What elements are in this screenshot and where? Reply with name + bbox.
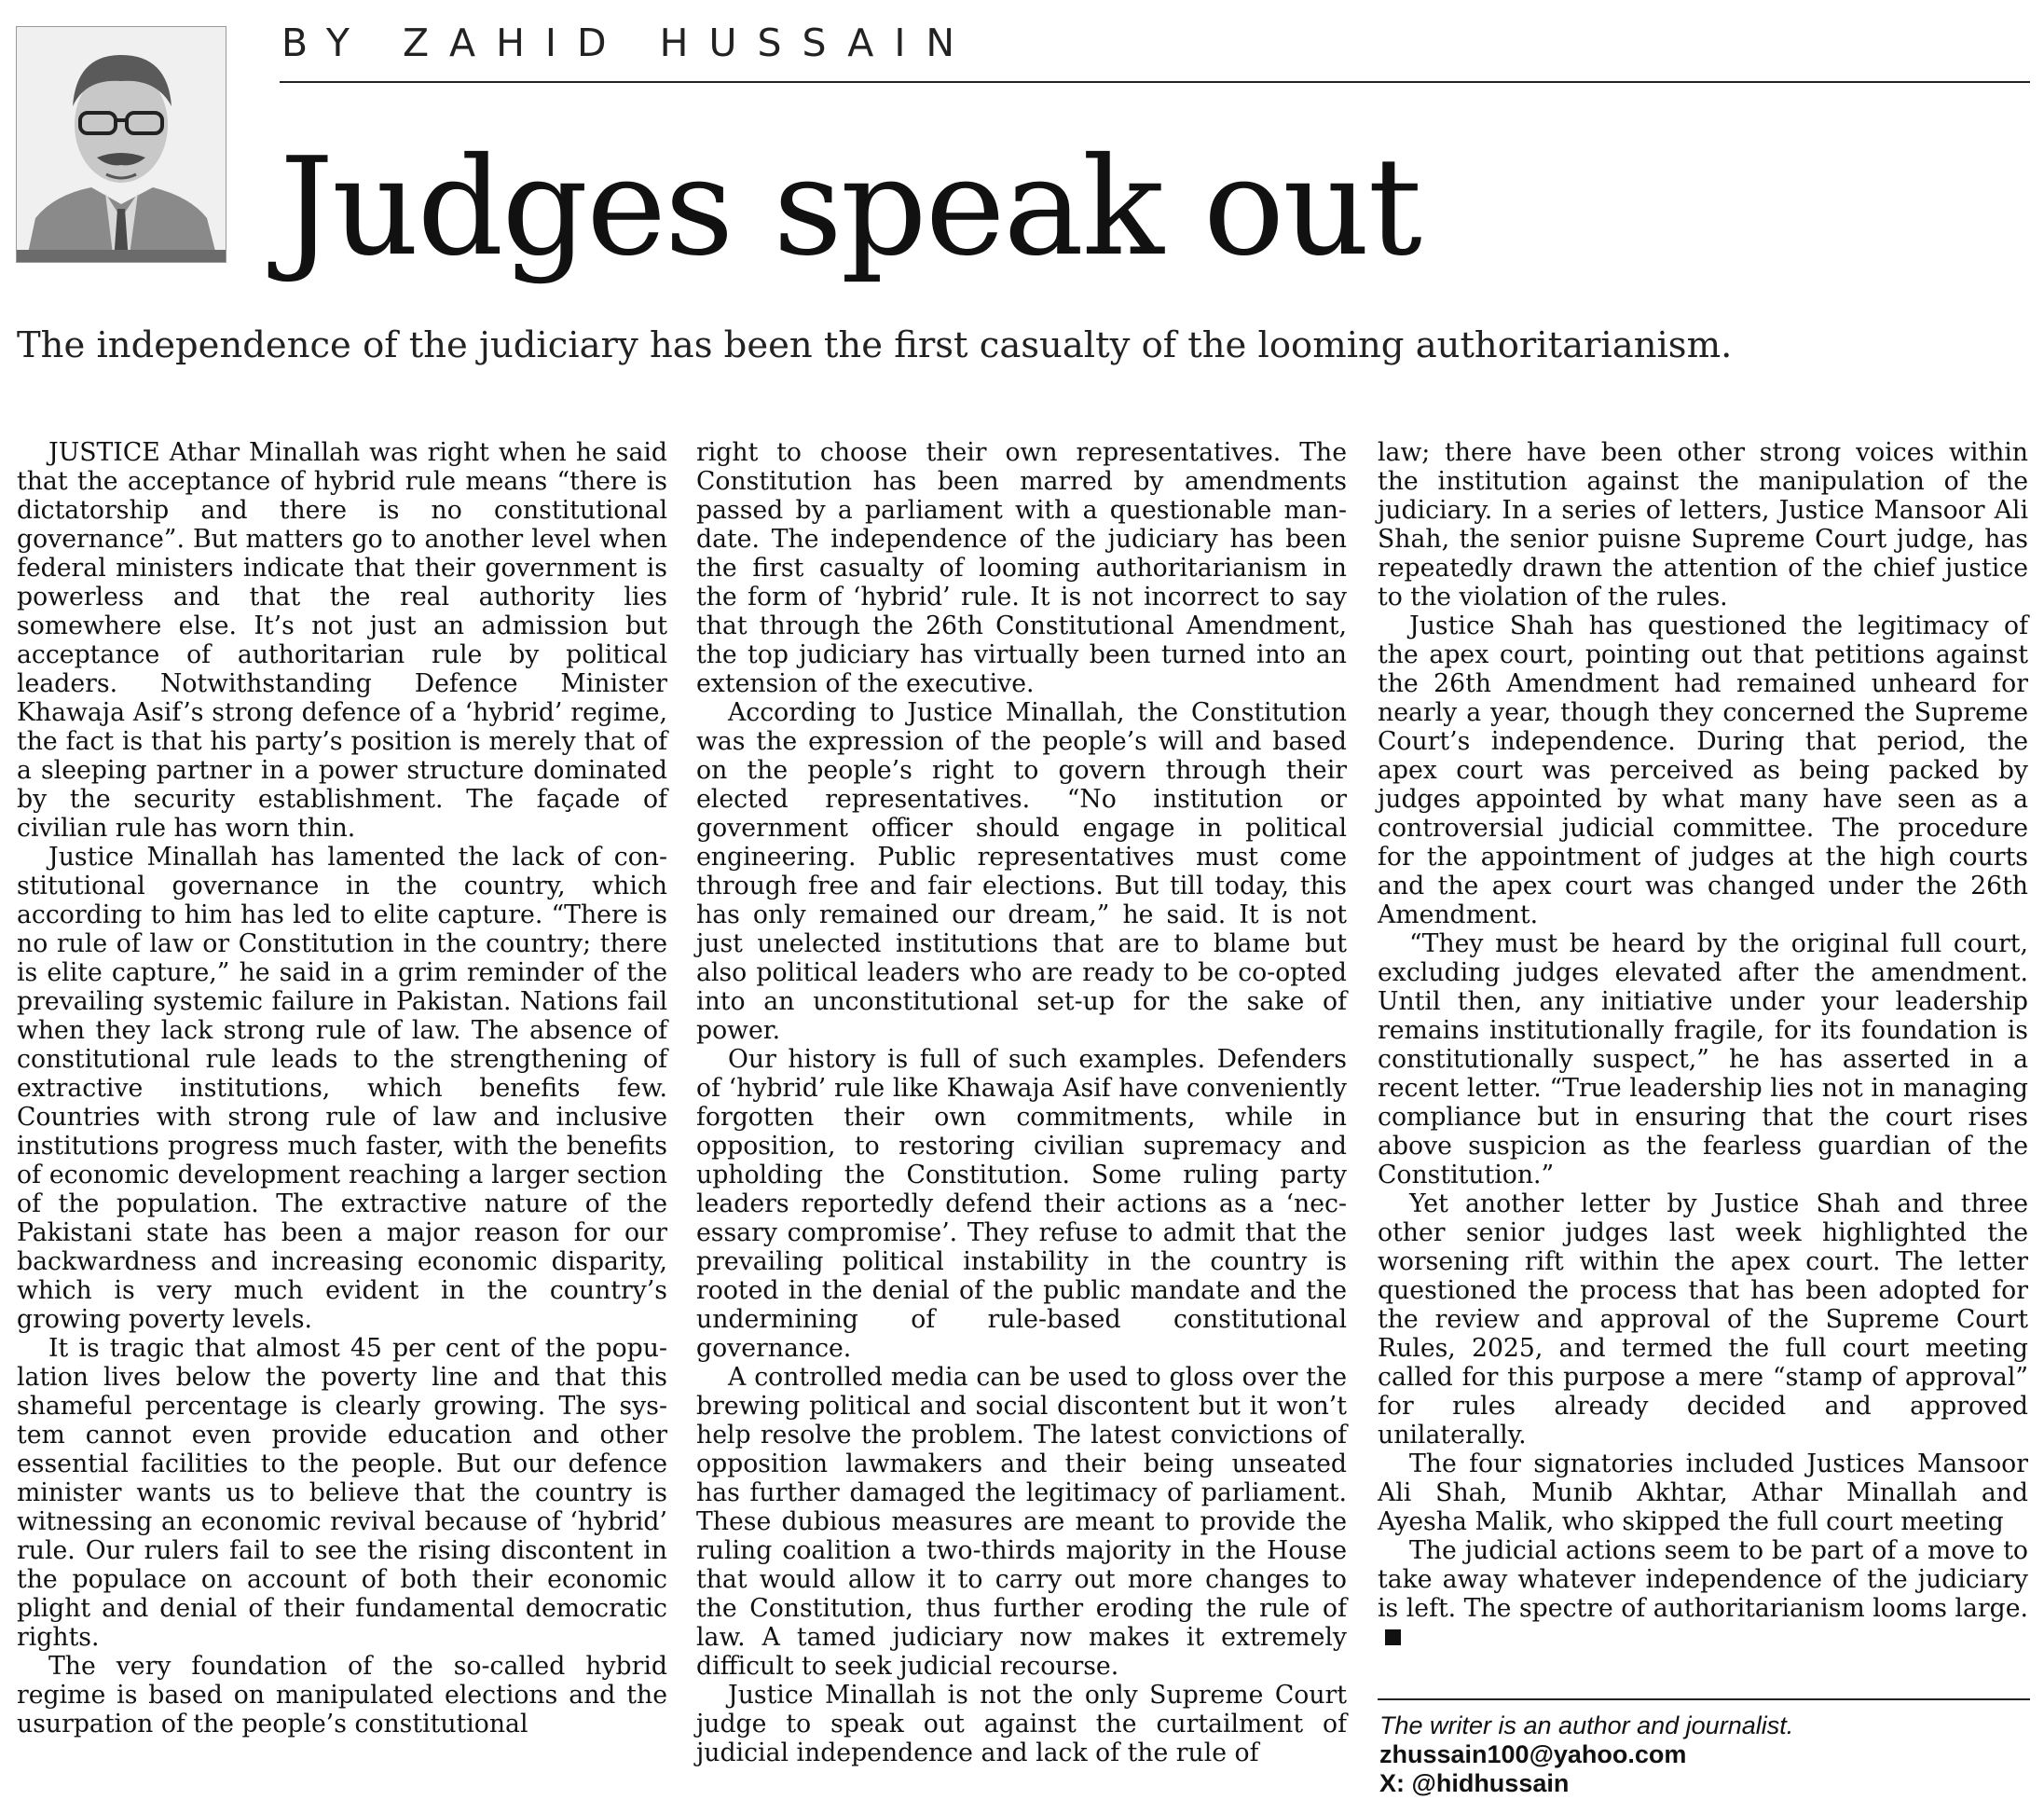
byline: BY ZAHID HUSSAIN xyxy=(281,21,976,65)
paragraph: It is tragic that almost 45 per cent of the population lives below the poverty line and that this shameful percentage is clearly growing. The system cannot even provide education and other essential facilities to the people. But our defence minister wants us to believe that the country is witnessing an economic revival because of ‘hybrid’ rule. Our rulers fail to see the rising discontent in the populace on account of both their economic plight and denial of their fundamental democratic rights. xyxy=(17,1334,667,1652)
paragraph: right to choose their own representatives. The Constitution has been marred by amendments passed by a parliament with a questionable mandate. The independence of the judiciary has been the first casualty of looming authoritarianism in the form of ‘hybrid’ rule. It is not incorrect to say that through the 26th Constitutional Amendment, the top judiciary has virtually been turned into an extension of the executive. xyxy=(696,438,1347,698)
paragraph: Yet another letter by Justice Shah and three other senior judges last week highlighted the worsening rift within the apex court. The letter questioned the process that has been adopted for the review and approval of the Supreme Court Rules, 2025, and termed the full court meeting called for this purpose a mere “stamp of approval” for rules already decided and approved unilaterally. xyxy=(1378,1189,2028,1450)
paragraph: Justice Minallah has lamented the lack of constitutional governance in the country, which according to him has led to elite capture. “There is no rule of law or Constitution in the country; there is elite capture,” he said in a grim reminder of the prevailing systemic failure in Pakistan. Nations fail when they lack strong rule of law. The absence of constitutional rule leads to the strengthening of extractive institutions, which benefits few. Countries with strong rule of law and inclusive institutions progress much faster, with the benefits of economic development reaching a larger section of the population. The extractive nature of the Pakistani state has been a major reason for our backwardness and increasing economic disparity, which is very much evident in the country’s growing poverty levels. xyxy=(17,843,667,1334)
paragraph: Our history is full of such examples. Defenders of ‘hybrid’ rule like Khawaja Asif have conveniently forgotten their own commitments, while in opposition, to restoring civilian supremacy and upholding the Constitution. Some ruling party leaders reportedly defend their actions as a ‘necessary compromise’. They refuse to admit that the prevailing political instability in the country is rooted in the denial of the public mandate and the undermining of rule-based constitutional governance. xyxy=(696,1045,1347,1363)
end-mark-icon xyxy=(1385,1629,1401,1645)
author-portrait xyxy=(16,26,226,263)
paragraph-last xyxy=(1378,1536,2028,1652)
paragraph: JUSTICE Athar Minallah was right when he said that the acceptance of hybrid rule means “there is dictatorship and there is no constitutional governance”. But matters go to another level when federal ministers indicate that their government is powerless and that the real authority lies somewhere else. It’s not just an admission but acceptance of authoritarian rule by political leaders. Notwithstanding Defence Minister Khawaja Asif’s strong defence of a ‘hybrid’ regime, the fact is that his party’s position is merely that of a sleeping partner in a power structure dominated by the security establishment. The façade of civilian rule has worn thin. xyxy=(17,438,667,843)
standfirst: The independence of the judiciary has been the first casualty of the looming authoritarianism. xyxy=(17,324,1733,366)
paragraph: A controlled media can be used to gloss over the brewing political and social discontent but it won’t help resolve the problem. The latest convictions of opposition lawmakers and their being unseated has further damaged the legitimacy of parliament. These dubious measures are meant to provide the ruling coalition a two-thirds majority in the House that would allow it to carry out more changes to the Constitution, thus further eroding the rule of law. A tamed judiciary now makes it extremely difficult to seek judicial recourse. xyxy=(696,1363,1347,1681)
author-note-rule xyxy=(1378,1698,2030,1700)
paragraph: law; there have been other strong voices within the institution against the manipulation of the judiciary. In a series of letters, Justice Mansoor Ali Shah, the senior puisne Supreme Court judge, has repeatedly drawn the attention of the chief justice to the violation of the rules. xyxy=(1378,438,2028,612)
article-column-1 xyxy=(17,438,667,1738)
paragraph: Justice Minallah is not the only Supreme Court judge to speak out against the curtailment of judicial independence and lack of the rule of xyxy=(696,1681,1347,1767)
article-column-2 xyxy=(696,438,1347,1767)
author-portrait-icon xyxy=(17,27,226,262)
author-email: zhussain100@yahoo.com xyxy=(1379,1740,1687,1768)
paragraph: Justice Shah has questioned the legitimacy of the apex court, pointing out that petitions against the 26th Amendment had remained unheard for nearly a year, though they concerned the Supreme Court’s independence. During that period, the apex court was perceived as being packed by judges appointed by what many have seen as a controversial judicial committee. The procedure for the appointment of judges at the high courts and the apex court was changed under the 26th Amendment. xyxy=(1378,612,2028,929)
author-role: The writer is an author and journalist. xyxy=(1379,1711,1794,1739)
author-social-handle: X: @hidhussain xyxy=(1379,1769,1570,1797)
paragraph: “They must be heard by the original full court, excluding judges elevated after the amendment. Until then, any initiative under your leadership remains institutionally fragile, for its foundation is constitutionally suspect,” he has asserted in a recent letter. “True leadership lies not in managing compliance but in ensuring that the court rises above suspicion as the fearless guardian of the Constitution.” xyxy=(1378,929,2028,1189)
top-rule xyxy=(280,81,2030,83)
portrait-base-bar xyxy=(17,250,226,262)
paragraph-text: The judicial actions seem to be part of a move to take away whatever independence of the judiciary is left. The spectre of authoritarianism looms large. xyxy=(1378,1536,2028,1623)
author-note xyxy=(1379,1711,2032,1798)
paragraph: The very foundation of the so-called hybrid regime is based on manipulated elections and the usurpation of the people’s constitutional xyxy=(17,1652,667,1738)
paragraph: According to Justice Minallah, the Constitution was the expression of the people’s will and based on the people’s right to govern through their elected representatives. “No institution or government officer should engage in political engineering. Public representatives must come through free and fair elections. But till today, this has only remained our dream,” he said. It is not just unelected institutions that are to blame but also political leaders who are ready to be co-opted into an unconstitutional set-up for the sake of power. xyxy=(696,698,1347,1045)
paragraph: The four signatories included Justices Mansoor Ali Shah, Munib Akhtar, Athar Minallah and Ayesha Malik, who skipped the full court meeting xyxy=(1378,1450,2028,1536)
headline: Judges speak out xyxy=(280,129,1420,286)
article-column-3 xyxy=(1378,438,2028,1652)
